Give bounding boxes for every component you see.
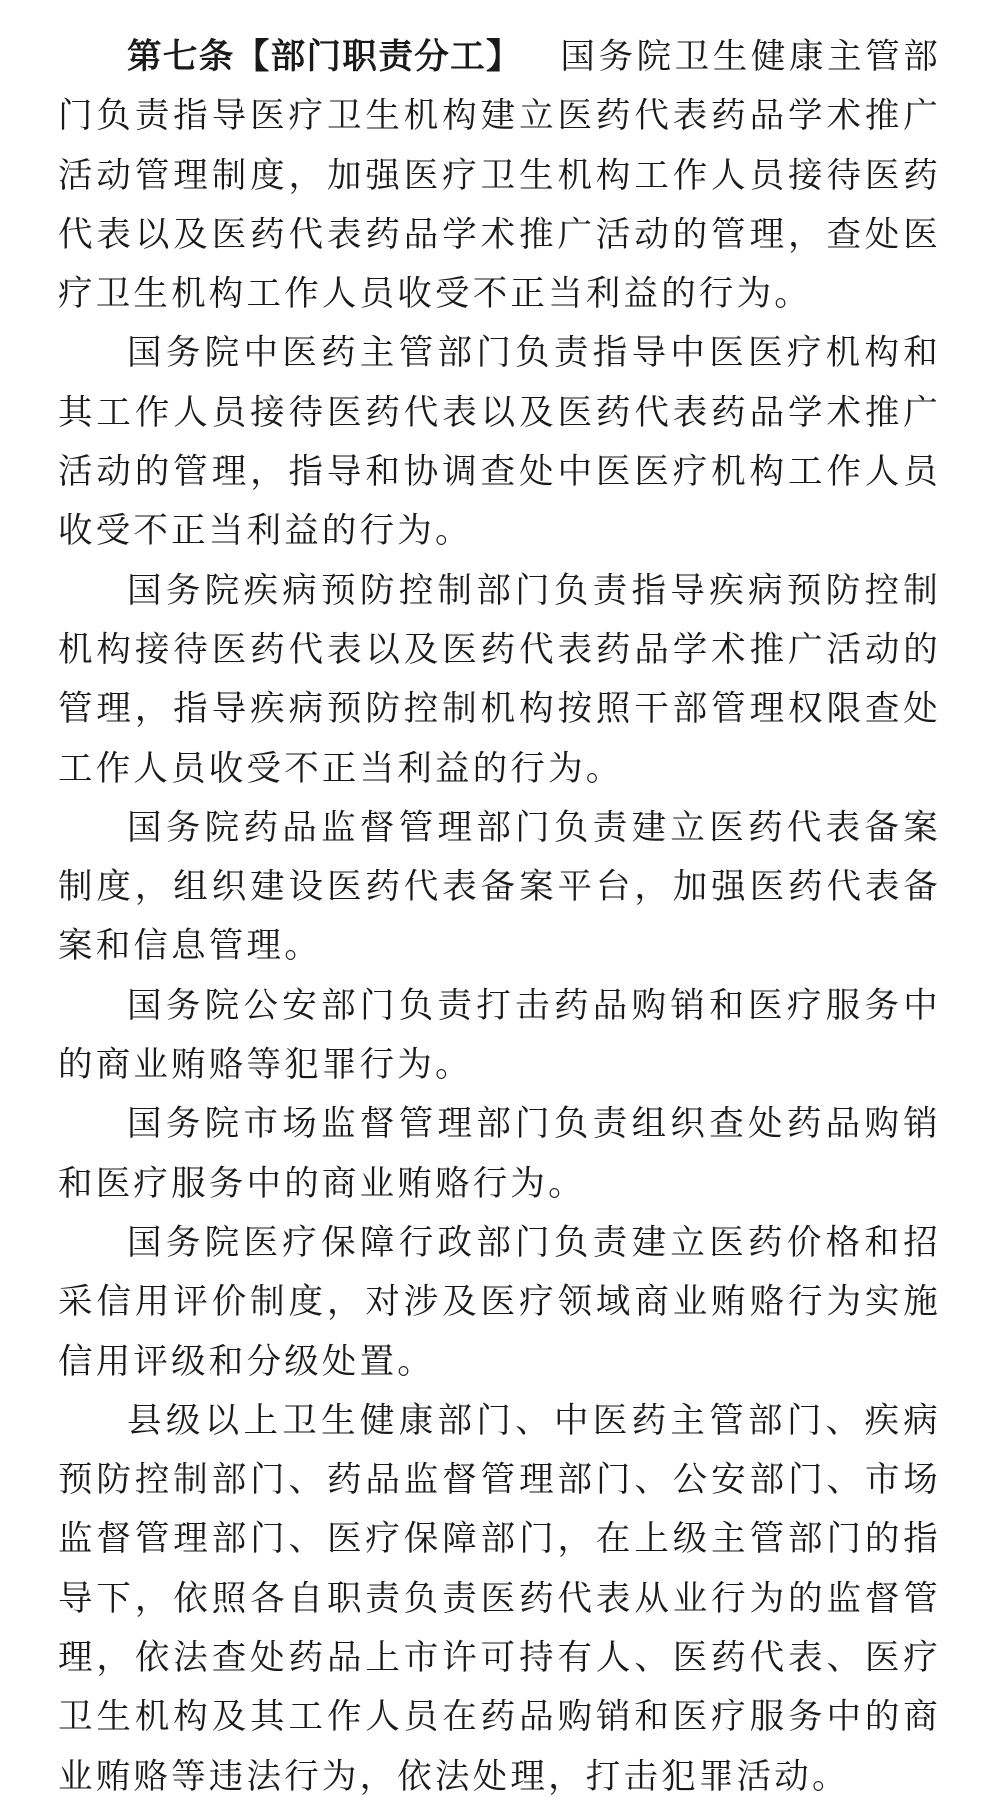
article-title: 第七条【部门职责分工】	[127, 37, 522, 77]
article-first-paragraph	[58, 28, 941, 324]
first-paragraph-body: 国务院卫生健康主管部门负责指导医疗卫生机构建立医药代表药品学术推广活动管理制度，加强医疗卫生机构工作人员接待医药代表以及医药代表药品学术推广活动的管理，查处医疗卫生机构工作人员收受不正当利益的行为。	[58, 37, 941, 315]
paragraph-county-level-departments: 县级以上卫生健康部门、中医药主管部门、疾病预防控制部门、药品监督管理部门、公安部门、市场监督管理部门、医疗保障部门，在上级主管部门的指导下，依照各自职责负责医药代表从业行为的监督管理，依法查处药品上市许可持有人、医药代表、医疗卫生机构及其工作人员在药品购销和医疗服务中的商业贿赂等违法行为，依法处理，打击犯罪活动。	[58, 1400, 941, 1797]
paragraph-drug-administration: 国务院药品监督管理部门负责建立医药代表备案制度，组织建设医药代表备案平台，加强医药代表备案和信息管理。	[58, 807, 941, 967]
paragraph-public-security: 国务院公安部门负责打击药品购销和医疗服务中的商业贿赂等犯罪行为。	[58, 985, 941, 1086]
paragraph-disease-control-department: 国务院疾病预防控制部门负责指导疾病预防控制机构接待医药代表以及医药代表药品学术推广活动的管理，指导疾病预防控制机构按照干部管理权限查处工作人员收受不正当利益的行为。	[58, 570, 941, 789]
paragraph-tcm-department: 国务院中医药主管部门负责指导中医医疗机构和其工作人员接待医药代表以及医药代表药品学术推广活动的管理，指导和协调查处中医医疗机构工作人员收受不正当利益的行为。	[58, 333, 941, 552]
paragraph-medical-security: 国务院医疗保障行政部门负责建立医药价格和招采信用评价制度，对涉及医疗领域商业贿赂行为实施信用评级和分级处置。	[58, 1222, 941, 1382]
paragraph-market-regulation: 国务院市场监督管理部门负责组织查处药品购销和医疗服务中的商业贿赂行为。	[58, 1104, 941, 1204]
